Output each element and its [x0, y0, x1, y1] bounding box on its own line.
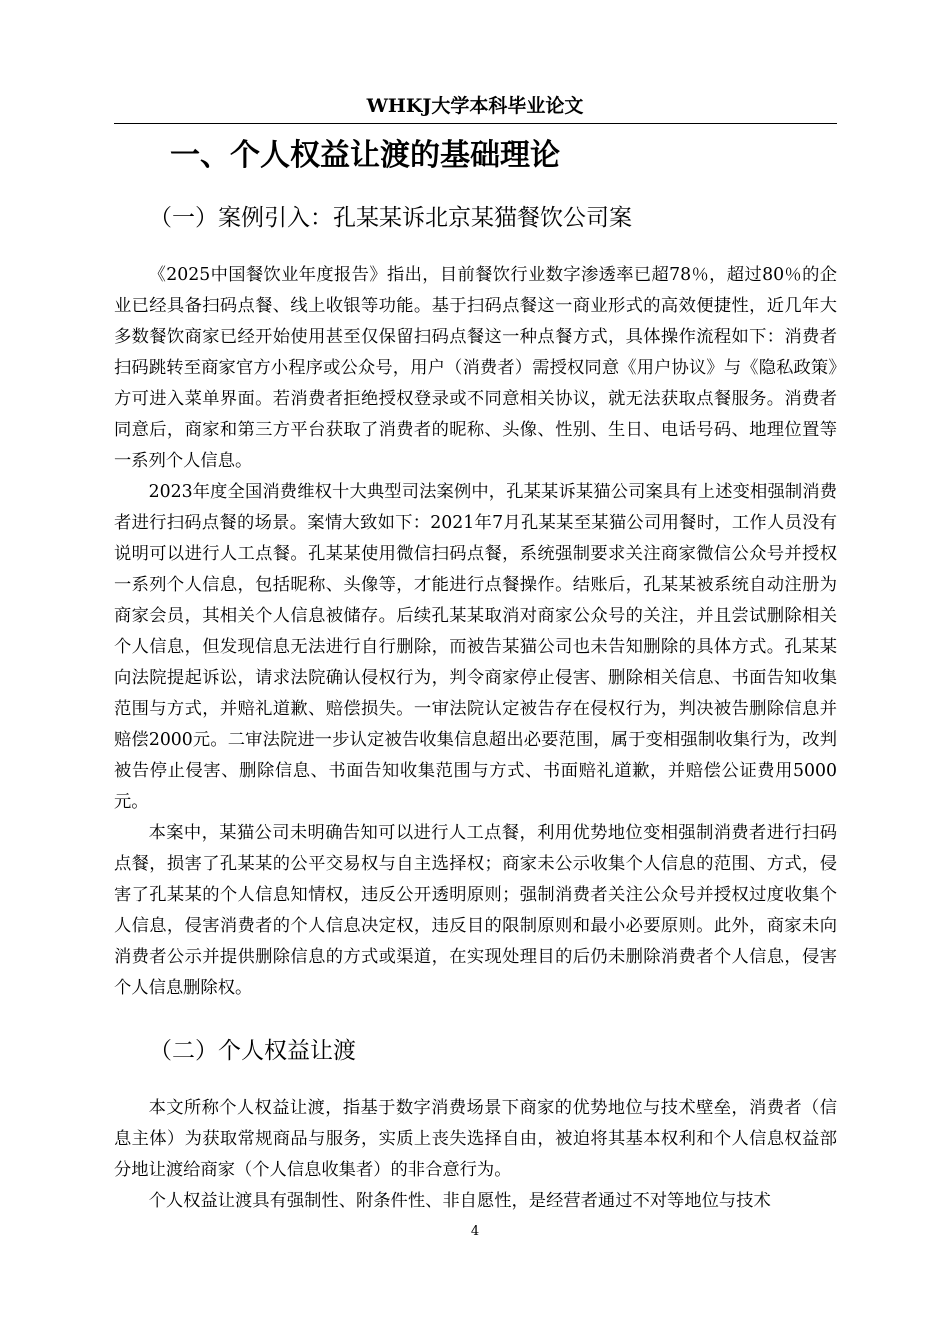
- paragraph: 本文所称个人权益让渡，指基于数字消费场景下商家的优势地位与技术壁垒，消费者（信息主体）为获取常规商品与服务，实质上丧失选择自由，被迫将其基本权利和个人信息权益部分地让渡给商家（个人信息收集者）的非合意行为。: [114, 1098, 837, 1180]
- section-body-rights-transfer: [114, 1093, 837, 1217]
- paragraph: 个人权益让渡具有强制性、附条件性、非自愿性，是经营者通过不对等地位与技术: [148, 1191, 771, 1211]
- paragraph: 《2025中国餐饮业年度报告》指出，目前餐饮行业数字渗透率已超78％，超过80％的企业已经具备扫码点餐、线上收银等功能。基于扫码点餐这一商业形式的高效便捷性，近几年大多数餐饮商家已经开始使用甚至仅保留扫码点餐这一种点餐方式，具体操作流程如下：消费者扫码跳转至商家官方小程序或公众号，用户（消费者）需授权同意《用户协议》与《隐私政策》方可进入菜单界面。若消费者拒绝授权登录或不同意相关协议，就无法获取点餐服务。消费者同意后，商家和第三方平台获取了消费者的昵称、头像、性别、生日、电话号码、地理位置等一系列个人信息。: [114, 265, 837, 471]
- paragraph: 2023年度全国消费维权十大典型司法案例中，孔某某诉某猫公司案具有上述变相强制消费者进行扫码点餐的场景。案情大致如下：2021年7月孔某某至某猫公司用餐时，工作人员没有说明可以进行人工点餐。孔某某使用微信扫码点餐，系统强制要求关注商家微信公众号并授权一系列个人信息，包括昵称、头像等，才能进行点餐操作。结账后，孔某某被系统自动注册为商家会员，其相关个人信息被储存。后续孔某某取消对商家公众号的关注，并且尝试删除相关个人信息，但发现信息无法进行自行删除，而被告某猫公司也未告知删除的具体方式。孔某某向法院提起诉讼，请求法院确认侵权行为，判令商家停止侵害、删除相关信息、书面告知收集范围与方式，并赔礼道歉、赔偿损失。一审法院认定被告存在侵权行为，判决被告删除信息并赔偿2000元。二审法院进一步认定被告收集信息超出必要范围，属于变相强制收集行为，改判被告停止侵害、删除信息、书面告知收集范围与方式、书面赔礼道歉，并赔偿公证费用5000元。: [114, 482, 837, 812]
- section-title-rights-transfer: （二）个人权益让渡: [149, 1038, 356, 1064]
- section-title-case: （一）案例引入：孔某某诉北京某猫餐饮公司案: [149, 205, 632, 231]
- running-header: WHKJ大学本科毕业论文: [366, 95, 584, 117]
- header-rule: [114, 123, 837, 124]
- paragraph: 本案中，某猫公司未明确告知可以进行人工点餐，利用优势地位变相强制消费者进行扫码点餐，损害了孔某某的公平交易权与自主选择权；商家未公示收集个人信息的范围、方式，侵害了孔某某的个人信息知情权，违反公开透明原则；强制消费者关注公众号并授权过度收集个人信息，侵害消费者的个人信息决定权，违反目的限制原则和最小必要原则。此外，商家未向消费者公示并提供删除信息的方式或渠道，在实现处理目的后仍未删除消费者个人信息，侵害个人信息删除权。: [114, 823, 837, 998]
- section-body-case: [114, 260, 837, 1004]
- chapter-title: 一、个人权益让渡的基础理论: [170, 138, 560, 173]
- page-number: 4: [470, 1224, 480, 1239]
